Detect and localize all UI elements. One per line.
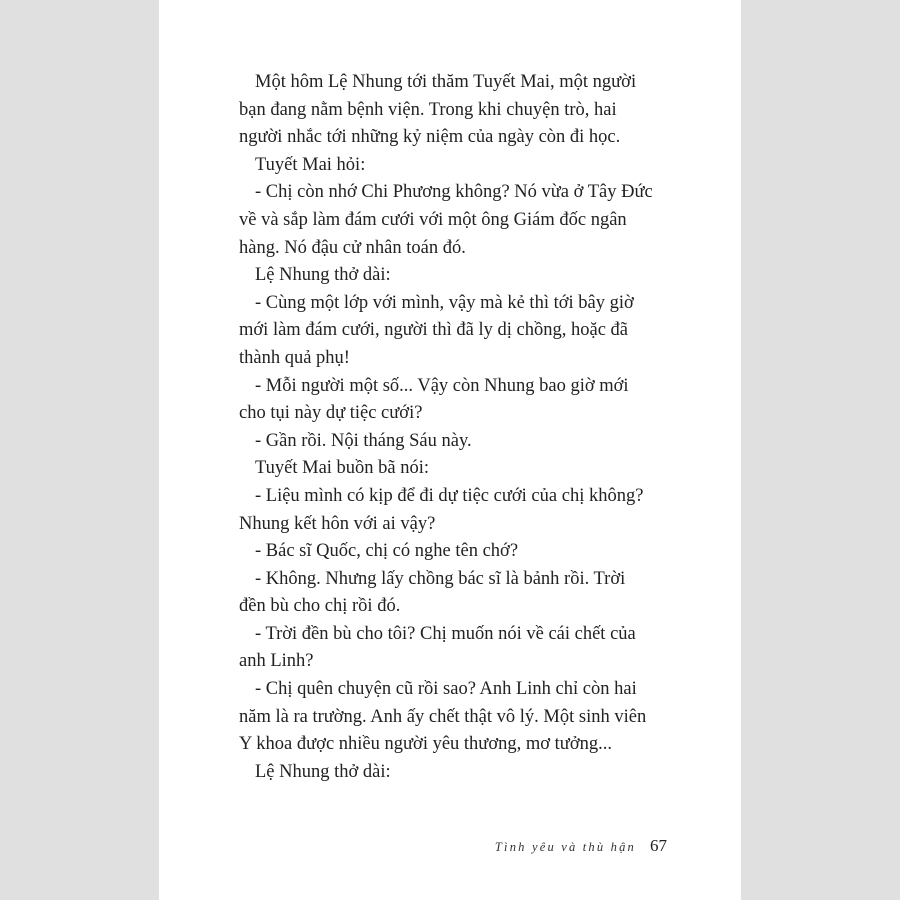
text-line: - Không. Nhưng lấy chồng bác sĩ là bảnh rồi. Trời <box>255 568 626 589</box>
text-line: - Trời đền bù cho tôi? Chị muốn nói về cái chết của <box>255 623 636 644</box>
text-line: anh Linh? <box>239 651 314 672</box>
text-line: hàng. Nó đậu cử nhân toán đó. <box>239 237 466 258</box>
text-line: - Bác sĩ Quốc, chị có nghe tên chớ? <box>255 541 519 562</box>
paragraph <box>239 566 656 621</box>
paragraph <box>239 373 656 428</box>
text-line: bạn đang nằm bệnh viện. Trong khi chuyện trò, hai <box>239 99 617 120</box>
paragraph <box>239 621 656 676</box>
paragraph <box>255 152 656 180</box>
text-line: - Liệu mình có kịp để đi dự tiệc cưới của chị không? <box>255 485 644 506</box>
text-line: Lệ Nhung thở dài: <box>255 761 391 782</box>
text-line: Tuyết Mai hỏi: <box>255 154 366 175</box>
text-line: Một hôm Lệ Nhung tới thăm Tuyết Mai, một người <box>255 72 637 92</box>
text-line: - Chị còn nhớ Chi Phương không? Nó vừa ở Tây Đức <box>255 182 653 203</box>
text-line: - Gần rồi. Nội tháng Sáu này. <box>255 430 472 451</box>
running-title: Tình yêu và thù hận <box>494 840 636 854</box>
text-line: cho tụi này dự tiệc cưới? <box>239 403 423 424</box>
paragraph <box>255 262 656 290</box>
paragraph <box>239 179 656 262</box>
paragraph <box>239 290 656 373</box>
text-line: thành quả phụ! <box>239 347 350 368</box>
paragraph <box>255 538 656 566</box>
text-line: Y khoa được nhiều người yêu thương, mơ tưởng... <box>239 734 612 755</box>
text-line: năm là ra trường. Anh ấy chết thật vô lý. Một sinh viên <box>239 706 647 727</box>
text-line: mới làm đám cưới, người thì đã ly dị chồng, hoặc đã <box>239 320 629 341</box>
text-line: đền bù cho chị rồi đó. <box>239 596 401 617</box>
text-line: Tuyết Mai buồn bã nói: <box>255 458 430 479</box>
page-body <box>239 69 656 786</box>
paragraph <box>239 483 656 538</box>
text-line: - Cùng một lớp với mình, vậy mà kẻ thì tới bây giờ <box>255 292 634 313</box>
text-line: Nhung kết hôn với ai vậy? <box>239 513 436 534</box>
book-page <box>159 0 741 900</box>
page-number: 67 <box>650 836 667 855</box>
text-line: - Mỗi người một số... Vậy còn Nhung bao giờ mới <box>255 375 629 396</box>
text-line: - Chị quên chuyện cũ rồi sao? Anh Linh chỉ còn hai <box>255 679 637 700</box>
text-line: người nhắc tới những kỷ niệm của ngày còn đi học. <box>239 127 621 148</box>
paragraph <box>239 676 656 759</box>
paragraph <box>255 428 656 456</box>
page-footer <box>495 836 667 856</box>
text-line: về và sắp làm đám cưới với một ông Giám đốc ngân <box>239 209 627 230</box>
paragraph <box>255 759 656 787</box>
paragraph <box>255 455 656 483</box>
text-line: Lệ Nhung thở dài: <box>255 265 391 286</box>
paragraph <box>239 69 656 152</box>
